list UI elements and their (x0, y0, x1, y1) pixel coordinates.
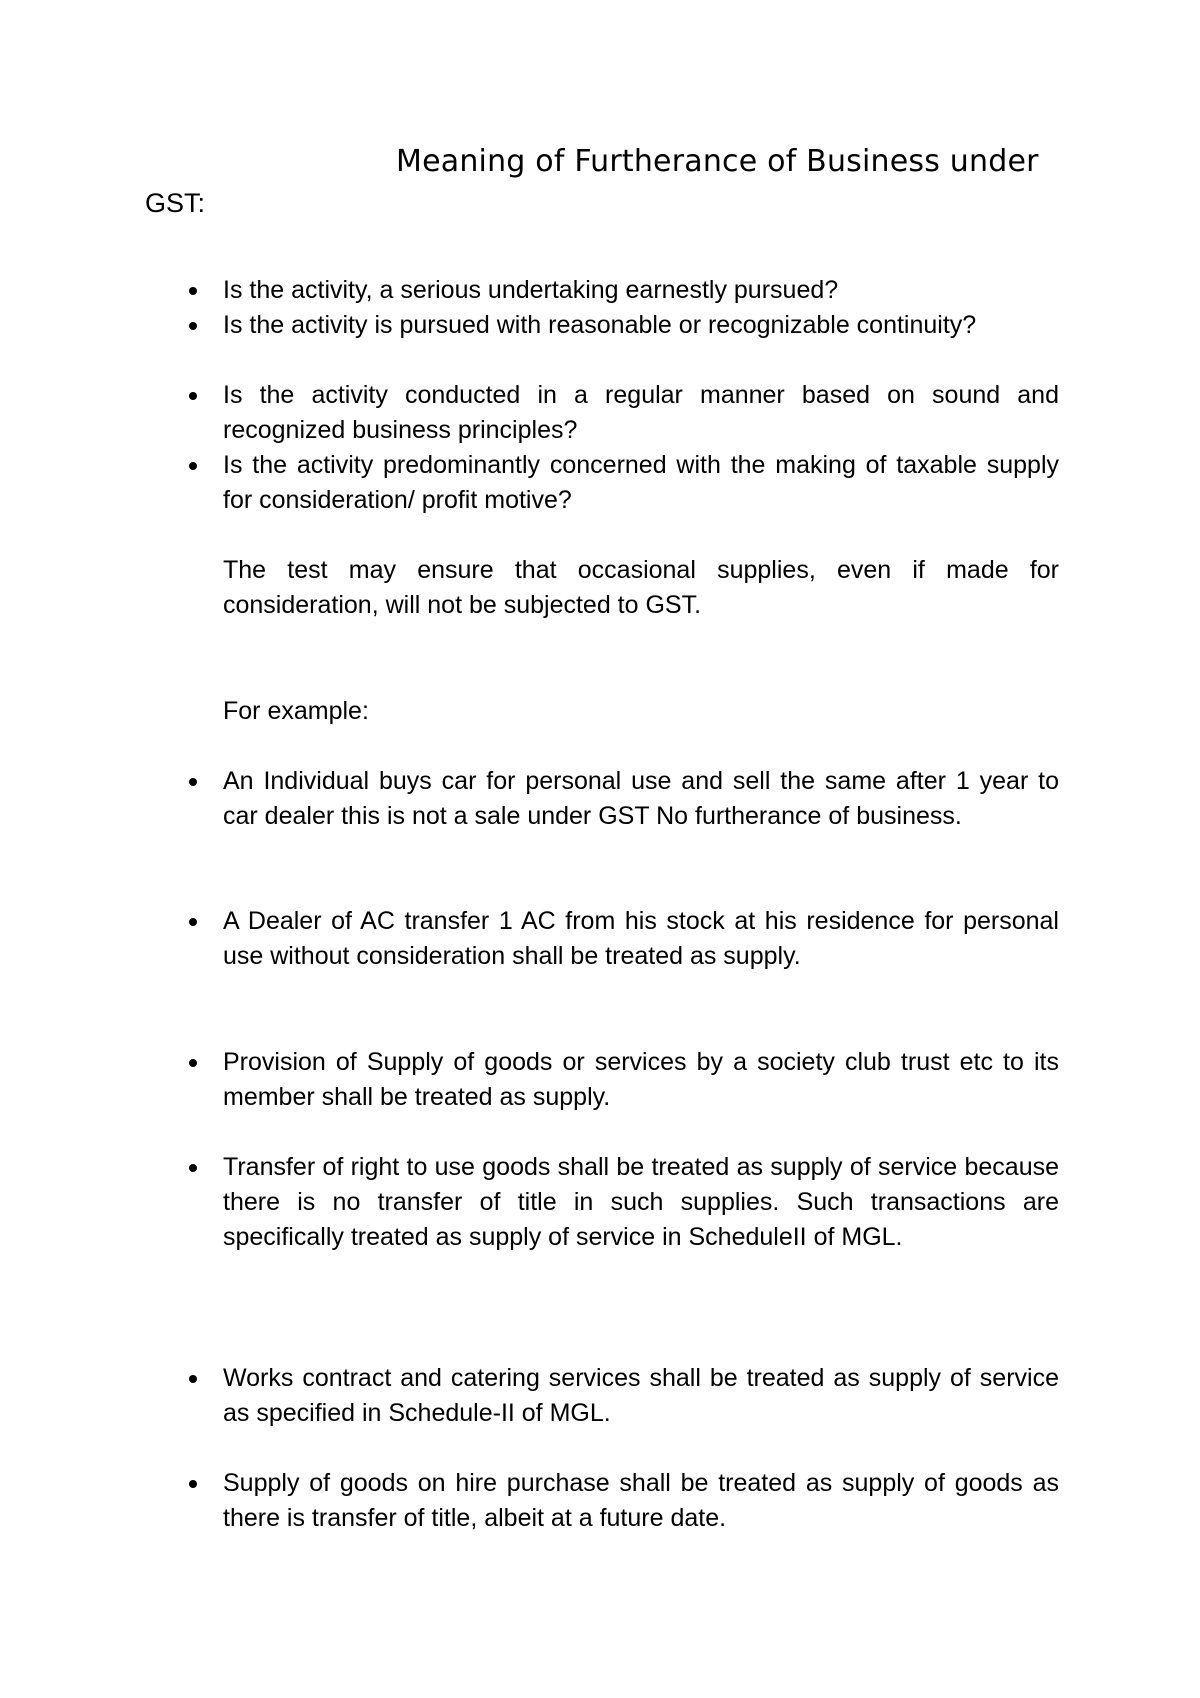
bullet-icon (186, 1045, 200, 1080)
example-item: Transfer of right to use goods shall be treated as supply of service because there is no transfer of title in such supplies. Such transactions are specifically treated as supply of service in ScheduleII of MGL. (223, 1153, 1059, 1251)
test-question-item: Is the activity predominantly concerned with the making of taxable supply for consideration/ profit motive? (223, 451, 1059, 514)
bullet-icon (186, 273, 200, 308)
test-question-item: Is the activity conducted in a regular manner based on sound and recognized business principles? (223, 381, 1059, 444)
test-question-item: Is the activity is pursued with reasonable or recognizable continuity? (223, 311, 977, 339)
bullet-icon (186, 904, 200, 939)
example-item: A Dealer of AC transfer 1 AC from his stock at his residence for personal use without consideration shall be treated as supply. (223, 907, 1059, 970)
example-item: Provision of Supply of goods or services by a society club trust etc to its member shall be treated as supply. (223, 1048, 1059, 1111)
bullet-icon (186, 1361, 200, 1396)
example-item: An Individual buys car for personal use and sell the same after 1 year to car dealer this is not a sale under GST No furtherance of business. (223, 767, 1059, 830)
bullet-icon (186, 1466, 200, 1501)
example-heading: For example: (223, 697, 369, 725)
page-title-continuation: GST: (145, 188, 206, 218)
test-question-item: Is the activity, a serious undertaking earnestly pursued? (223, 276, 839, 304)
bullet-icon (186, 764, 200, 799)
test-note-paragraph: The test may ensure that occasional supplies, even if made for consideration, will not be subjected to GST. (223, 556, 1059, 619)
example-item: Supply of goods on hire purchase shall be treated as supply of goods as there is transfer of title, albeit at a future date. (223, 1469, 1059, 1532)
bullet-icon (186, 1150, 200, 1185)
bullet-icon (186, 448, 200, 483)
bullet-icon (186, 308, 200, 343)
bullet-icon (186, 378, 200, 413)
example-item: Works contract and catering services shall be treated as supply of service as specified in Schedule-II of MGL. (223, 1364, 1059, 1427)
page-title: Meaning of Furtherance of Business under (396, 144, 1039, 179)
